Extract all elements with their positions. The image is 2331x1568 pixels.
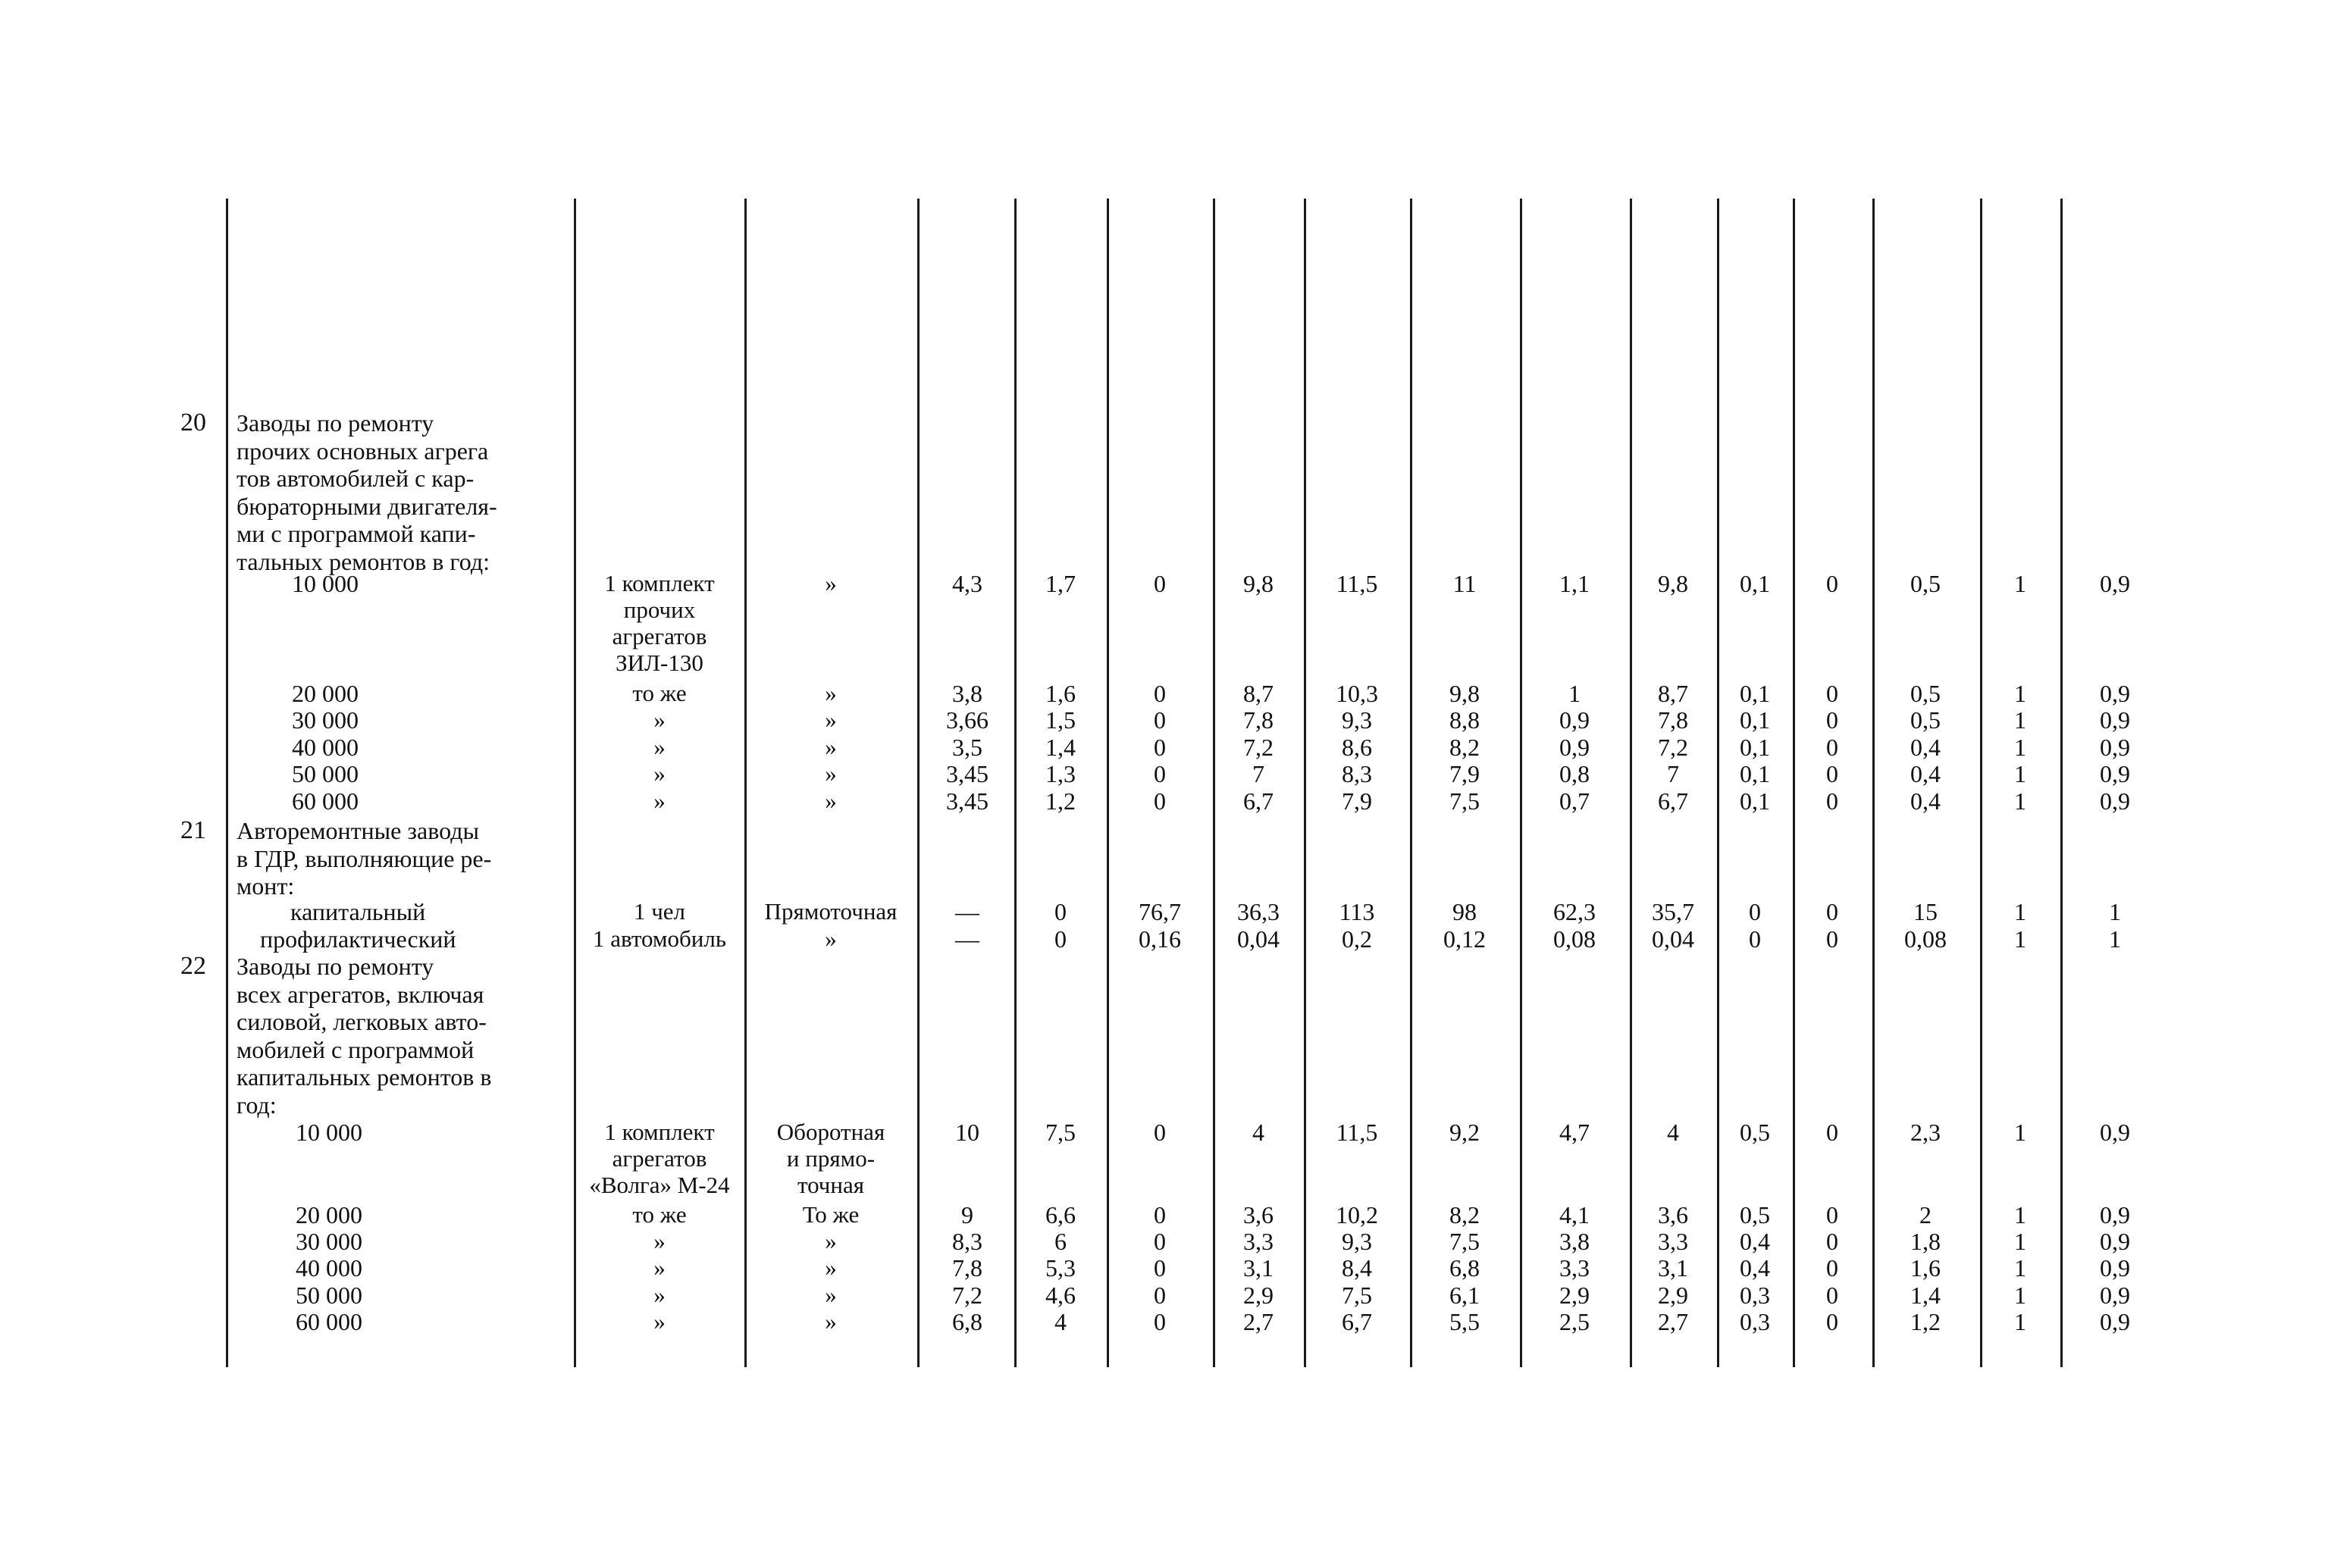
value-cell: 7	[1252, 760, 1264, 787]
value-cell: 1	[2109, 925, 2121, 953]
value-cell: —	[955, 925, 979, 953]
value-cell: 8,7	[1243, 680, 1274, 707]
value-cell: 35,7	[1652, 898, 1694, 925]
column-rule	[2060, 199, 2063, 1367]
value-cell: 0	[1154, 760, 1166, 787]
value-cell: 9,8	[1449, 680, 1480, 707]
row-quantity: 20 000	[292, 680, 359, 707]
unit-cell-line: »	[653, 734, 666, 760]
value-cell: 0,8	[1559, 760, 1590, 787]
value-cell: 0,4	[1910, 760, 1941, 787]
column-rule	[1793, 199, 1795, 1367]
value-cell: 0	[1154, 787, 1166, 815]
description-line: мобилей с программой	[237, 1035, 475, 1063]
value-cell: 4,3	[952, 570, 982, 597]
value-cell: 9,2	[1449, 1119, 1480, 1146]
value-cell: 0,9	[2100, 760, 2130, 787]
scheme-cell-line: »	[825, 925, 837, 952]
value-cell: 1	[2014, 760, 2026, 787]
scheme-cell-line: Оборотная	[776, 1119, 885, 1145]
value-cell: 7,5	[1449, 1228, 1480, 1255]
description-line: капитальных ремонтов в	[237, 1063, 492, 1091]
value-cell: 1	[2014, 787, 2026, 815]
value-cell: 7,5	[1342, 1282, 1372, 1309]
value-cell: 0,1	[1740, 706, 1770, 734]
description-line: силовой, легковых авто-	[237, 1008, 487, 1036]
value-cell: 0,9	[1559, 734, 1590, 761]
value-cell: 0,5	[1910, 570, 1941, 597]
value-cell: 10	[955, 1119, 979, 1146]
column-rule	[1980, 199, 1982, 1367]
value-cell: 3,8	[952, 680, 982, 707]
value-cell: 0	[1154, 1254, 1166, 1282]
value-cell: 76,7	[1139, 898, 1181, 925]
value-cell: 1,8	[1910, 1228, 1941, 1255]
scheme-cell	[765, 898, 898, 925]
value-cell: 0	[1826, 1201, 1838, 1228]
value-cell: 3,1	[1658, 1254, 1688, 1282]
unit-cell-line: то же	[632, 680, 687, 706]
value-cell: 6,8	[952, 1308, 982, 1335]
value-cell: 1	[2014, 680, 2026, 707]
column-rule	[1213, 199, 1215, 1367]
row-quantity: 30 000	[296, 1228, 362, 1255]
value-cell: 4	[1252, 1119, 1264, 1146]
value-cell: 2,7	[1658, 1308, 1688, 1335]
description-line: всех агрегатов, включая	[237, 980, 484, 1008]
scheme-cell	[777, 1119, 885, 1198]
value-cell: 7,5	[1449, 787, 1480, 815]
value-cell: 1,3	[1045, 760, 1076, 787]
unit-cell-line: »	[653, 1254, 666, 1281]
value-cell: 0,1	[1740, 787, 1770, 815]
value-cell: 0	[1054, 898, 1067, 925]
value-cell: 0,7	[1559, 787, 1590, 815]
value-cell: 0,9	[1559, 706, 1590, 734]
value-cell: 3,1	[1243, 1254, 1274, 1282]
value-cell: 0,9	[2100, 1254, 2130, 1282]
unit-cell-line: 1 чел	[633, 898, 686, 925]
value-cell: 1	[2014, 1228, 2026, 1255]
value-cell: 0	[1154, 1119, 1166, 1146]
description-line: ми с программой капи-	[237, 520, 476, 548]
value-cell: 2,3	[1910, 1119, 1941, 1146]
column-rule	[1520, 199, 1522, 1367]
value-cell: 0	[1826, 1228, 1838, 1255]
value-cell: 7,9	[1449, 760, 1480, 787]
value-cell: 0,9	[2100, 680, 2130, 707]
scheme-cell-line: »	[825, 787, 837, 814]
value-cell: 8,4	[1342, 1254, 1372, 1282]
value-cell: 4,7	[1559, 1119, 1590, 1146]
scheme-cell-line: Прямоточная	[764, 898, 898, 925]
row-quantity: 50 000	[292, 760, 359, 787]
value-cell: —	[955, 898, 979, 925]
value-cell: 0	[1826, 925, 1838, 953]
description-line: Авторемонтные заводы	[237, 817, 479, 844]
value-cell: 1	[2014, 570, 2026, 597]
value-cell: 3,6	[1658, 1201, 1688, 1228]
value-cell: 0	[1826, 1282, 1838, 1309]
value-cell: 1	[2014, 1119, 2026, 1146]
column-rule	[744, 199, 747, 1367]
value-cell: 0	[1749, 925, 1761, 953]
value-cell: 1,7	[1045, 570, 1076, 597]
value-cell: 0	[1054, 925, 1067, 953]
value-cell: 0,1	[1740, 734, 1770, 761]
row-number: 20	[180, 408, 206, 437]
column-rule	[1872, 199, 1875, 1367]
value-cell: 0,3	[1740, 1308, 1770, 1335]
description-line: год:	[237, 1091, 277, 1119]
row-quantity: 40 000	[296, 1254, 362, 1282]
value-cell: 1,5	[1045, 706, 1076, 734]
value-cell: 0	[1826, 1254, 1838, 1282]
value-cell: 8,3	[952, 1228, 982, 1255]
row-quantity: 50 000	[296, 1282, 362, 1309]
unit-cell	[653, 787, 666, 814]
value-cell: 0	[1826, 898, 1838, 925]
scheme-cell-line: »	[825, 1254, 837, 1281]
row-quantity: 10 000	[296, 1119, 362, 1146]
value-cell: 0,04	[1237, 925, 1280, 953]
column-rule	[1304, 199, 1306, 1367]
value-cell: 62,3	[1553, 898, 1596, 925]
column-rule	[226, 199, 228, 1367]
scheme-cell	[825, 925, 837, 952]
unit-cell	[653, 1254, 666, 1281]
section-description	[237, 953, 566, 1119]
scheme-cell	[825, 1254, 837, 1281]
unit-cell	[604, 570, 714, 676]
unit-cell-line: »	[653, 787, 666, 814]
value-cell: 3,6	[1243, 1201, 1274, 1228]
value-cell: 0,4	[1910, 787, 1941, 815]
row-quantity: 60 000	[292, 787, 359, 815]
unit-cell	[653, 706, 666, 733]
value-cell: 3,45	[946, 760, 988, 787]
unit-cell-line: »	[653, 1308, 666, 1335]
value-cell: 0,16	[1139, 925, 1181, 953]
row-quantity: 40 000	[292, 734, 359, 761]
unit-cell	[589, 1119, 729, 1198]
value-cell: 0,12	[1443, 925, 1486, 953]
value-cell: 0	[1826, 680, 1838, 707]
value-cell: 0	[1826, 1119, 1838, 1146]
scheme-cell-line: »	[825, 706, 837, 733]
value-cell: 7,5	[1045, 1119, 1076, 1146]
value-cell: 2,5	[1559, 1308, 1590, 1335]
value-cell: 1,1	[1559, 570, 1590, 597]
value-cell: 1,2	[1045, 787, 1076, 815]
description-line: в ГДР, выполняющие ре-	[237, 844, 492, 872]
value-cell: 1,4	[1910, 1282, 1941, 1309]
value-cell: 8,2	[1449, 1201, 1480, 1228]
value-cell: 6,7	[1658, 787, 1688, 815]
description-line: прочих основных агрега	[237, 437, 489, 465]
scheme-cell-line: и прямо-	[786, 1145, 876, 1172]
value-cell: 7,8	[1658, 706, 1688, 734]
value-cell: 7,2	[1243, 734, 1274, 761]
unit-cell-line: 1 автомобиль	[592, 925, 727, 952]
value-cell: 11	[1452, 570, 1477, 597]
value-cell: 0	[1826, 760, 1838, 787]
value-cell: 1,6	[1045, 680, 1076, 707]
value-cell: 8,8	[1449, 706, 1480, 734]
value-cell: 9,8	[1243, 570, 1274, 597]
description-line: тов автомобилей с кар-	[237, 465, 475, 493]
value-cell: 0	[1154, 1228, 1166, 1255]
value-cell: 0	[1826, 787, 1838, 815]
row-quantity: профилактический	[260, 925, 456, 953]
value-cell: 6,7	[1243, 787, 1274, 815]
value-cell: 0,5	[1910, 680, 1941, 707]
value-cell: 0,9	[2100, 787, 2130, 815]
value-cell: 8,3	[1342, 760, 1372, 787]
value-cell: 3,5	[952, 734, 982, 761]
column-rule	[1717, 199, 1719, 1367]
value-cell: 0,9	[2100, 1228, 2130, 1255]
unit-cell-line: »	[653, 1282, 666, 1308]
description-line: бюраторными двигателя-	[237, 492, 497, 520]
value-cell: 1,2	[1910, 1308, 1941, 1335]
row-quantity: 60 000	[296, 1308, 362, 1335]
value-cell: 3,8	[1559, 1228, 1590, 1255]
value-cell: 11,5	[1336, 1119, 1378, 1146]
value-cell: 9,3	[1342, 1228, 1372, 1255]
value-cell: 0,9	[2100, 570, 2130, 597]
value-cell: 0,1	[1740, 760, 1770, 787]
scheme-cell	[825, 734, 837, 760]
description-line: тальных ремонтов в год:	[237, 547, 490, 575]
unit-cell-line: 1 комплект	[604, 1119, 715, 1145]
value-cell: 7,8	[1243, 706, 1274, 734]
unit-cell-line: 1 комплект	[604, 570, 715, 596]
unit-cell	[653, 1228, 666, 1254]
value-cell: 0,9	[2100, 706, 2130, 734]
scheme-cell	[825, 1228, 837, 1254]
value-cell: 6	[1054, 1228, 1067, 1255]
value-cell: 3,66	[946, 706, 988, 734]
value-cell: 8,2	[1449, 734, 1480, 761]
unit-cell	[653, 1308, 666, 1335]
column-rule	[1410, 199, 1412, 1367]
value-cell: 98	[1452, 898, 1477, 925]
unit-cell-line: агрегатов	[612, 1145, 707, 1172]
unit-cell-line: «Волга» М-24	[589, 1172, 730, 1198]
value-cell: 0,3	[1740, 1282, 1770, 1309]
scheme-cell-line: »	[825, 680, 837, 706]
value-cell: 0,9	[2100, 734, 2130, 761]
value-cell: 36,3	[1237, 898, 1280, 925]
value-cell: 1	[2014, 706, 2026, 734]
value-cell: 0	[1749, 898, 1761, 925]
value-cell: 1	[2014, 1201, 2026, 1228]
column-rule	[1630, 199, 1632, 1367]
value-cell: 7,8	[952, 1254, 982, 1282]
value-cell: 2,9	[1243, 1282, 1274, 1309]
unit-cell	[634, 898, 685, 925]
unit-cell-line: ЗИЛ-130	[616, 649, 703, 676]
value-cell: 10,2	[1336, 1201, 1378, 1228]
scheme-cell-line: »	[825, 734, 837, 760]
column-rule	[574, 199, 576, 1367]
value-cell: 0	[1154, 1201, 1166, 1228]
value-cell: 1	[2014, 925, 2026, 953]
scheme-cell	[825, 680, 837, 706]
scheme-cell	[803, 1201, 860, 1228]
value-cell: 0	[1154, 706, 1166, 734]
unit-cell-line: »	[653, 760, 666, 787]
value-cell: 9	[961, 1201, 973, 1228]
value-cell: 1	[2014, 1308, 2026, 1335]
scheme-cell	[825, 760, 837, 787]
section-description	[237, 409, 566, 576]
value-cell: 0,5	[1910, 706, 1941, 734]
value-cell: 4	[1054, 1308, 1067, 1335]
value-cell: 6,8	[1449, 1254, 1480, 1282]
value-cell: 0,04	[1652, 925, 1694, 953]
value-cell: 0	[1154, 1308, 1166, 1335]
value-cell: 6,6	[1045, 1201, 1076, 1228]
value-cell: 8,6	[1342, 734, 1372, 761]
value-cell: 0	[1826, 1308, 1838, 1335]
value-cell: 1,4	[1045, 734, 1076, 761]
value-cell: 5,5	[1449, 1308, 1480, 1335]
value-cell: 3,45	[946, 787, 988, 815]
column-rule	[1107, 199, 1109, 1367]
unit-cell-line: прочих	[623, 596, 696, 623]
value-cell: 5,3	[1045, 1254, 1076, 1282]
unit-cell-line: агрегатов	[612, 623, 707, 649]
value-cell: 0	[1154, 570, 1166, 597]
value-cell: 4	[1667, 1119, 1679, 1146]
unit-cell-line: »	[653, 1228, 666, 1254]
value-cell: 3,3	[1658, 1228, 1688, 1255]
scheme-cell-line: »	[825, 1282, 837, 1308]
scheme-cell-line: »	[825, 760, 837, 787]
value-cell: 6,7	[1342, 1308, 1372, 1335]
value-cell: 3,3	[1559, 1254, 1590, 1282]
section-description	[237, 817, 566, 900]
value-cell: 1	[2109, 898, 2121, 925]
row-quantity: 30 000	[292, 706, 359, 734]
description-line: монт:	[237, 872, 295, 900]
description-line: Заводы по ремонту	[237, 953, 434, 980]
value-cell: 3,3	[1243, 1228, 1274, 1255]
scheme-cell	[825, 787, 837, 814]
value-cell: 9,8	[1658, 570, 1688, 597]
value-cell: 2,7	[1243, 1308, 1274, 1335]
value-cell: 0,08	[1904, 925, 1947, 953]
value-cell: 15	[1913, 898, 1938, 925]
value-cell: 0,9	[2100, 1119, 2130, 1146]
value-cell: 0	[1154, 680, 1166, 707]
scheme-cell-line: »	[825, 1308, 837, 1335]
unit-cell-line: »	[653, 706, 666, 733]
unit-cell	[632, 680, 686, 706]
row-number: 22	[180, 952, 206, 980]
value-cell: 1	[2014, 1254, 2026, 1282]
value-cell: 0	[1154, 1282, 1166, 1309]
scheme-cell-line: То же	[802, 1201, 860, 1228]
value-cell: 0,9	[2100, 1282, 2130, 1309]
value-cell: 0	[1154, 734, 1166, 761]
value-cell: 0	[1826, 706, 1838, 734]
value-cell: 7,9	[1342, 787, 1372, 815]
value-cell: 7,2	[952, 1282, 982, 1309]
value-cell: 1,6	[1910, 1254, 1941, 1282]
value-cell: 7,2	[1658, 734, 1688, 761]
description-line: Заводы по ремонту	[237, 409, 434, 437]
value-cell: 0,5	[1740, 1119, 1770, 1146]
value-cell: 10,3	[1336, 680, 1378, 707]
value-cell: 0	[1826, 570, 1838, 597]
value-cell: 8,7	[1658, 680, 1688, 707]
value-cell: 2,9	[1658, 1282, 1688, 1309]
value-cell: 0,4	[1740, 1228, 1770, 1255]
unit-cell	[593, 925, 726, 952]
value-cell: 4,1	[1559, 1201, 1590, 1228]
unit-cell	[653, 1282, 666, 1308]
value-cell: 0,1	[1740, 570, 1770, 597]
value-cell: 0,9	[2100, 1308, 2130, 1335]
value-cell: 1	[1568, 680, 1581, 707]
scheme-cell-line: »	[825, 1228, 837, 1254]
value-cell: 9,3	[1342, 706, 1372, 734]
value-cell: 0,08	[1553, 925, 1596, 953]
value-cell: 2	[1919, 1201, 1932, 1228]
value-cell: 1	[2014, 734, 2026, 761]
row-number: 21	[180, 816, 206, 844]
unit-cell	[653, 760, 666, 787]
scheme-cell-line: точная	[797, 1172, 865, 1198]
value-cell: 0,9	[2100, 1201, 2130, 1228]
unit-cell-line: то же	[632, 1201, 687, 1228]
value-cell: 6,1	[1449, 1282, 1480, 1309]
row-quantity: капитальный	[290, 898, 426, 925]
value-cell: 2,9	[1559, 1282, 1590, 1309]
scheme-cell	[825, 706, 837, 733]
row-quantity: 10 000	[292, 570, 359, 597]
value-cell: 0,1	[1740, 680, 1770, 707]
value-cell: 0	[1826, 734, 1838, 761]
column-rule	[917, 199, 920, 1367]
value-cell: 11,5	[1336, 570, 1378, 597]
value-cell: 0,2	[1342, 925, 1372, 953]
row-quantity: 20 000	[296, 1201, 362, 1228]
scheme-cell-line: »	[825, 570, 837, 596]
value-cell: 0,4	[1910, 734, 1941, 761]
value-cell: 7	[1667, 760, 1679, 787]
value-cell: 113	[1339, 898, 1375, 925]
value-cell: 1	[2014, 898, 2026, 925]
unit-cell	[653, 734, 666, 760]
scheme-cell	[825, 1282, 837, 1308]
scheme-cell	[825, 1308, 837, 1335]
value-cell: 0,4	[1740, 1254, 1770, 1282]
unit-cell	[632, 1201, 686, 1228]
scheme-cell	[825, 570, 837, 596]
value-cell: 4,6	[1045, 1282, 1076, 1309]
column-rule	[1014, 199, 1017, 1367]
value-cell: 0,5	[1740, 1201, 1770, 1228]
value-cell: 1	[2014, 1282, 2026, 1309]
